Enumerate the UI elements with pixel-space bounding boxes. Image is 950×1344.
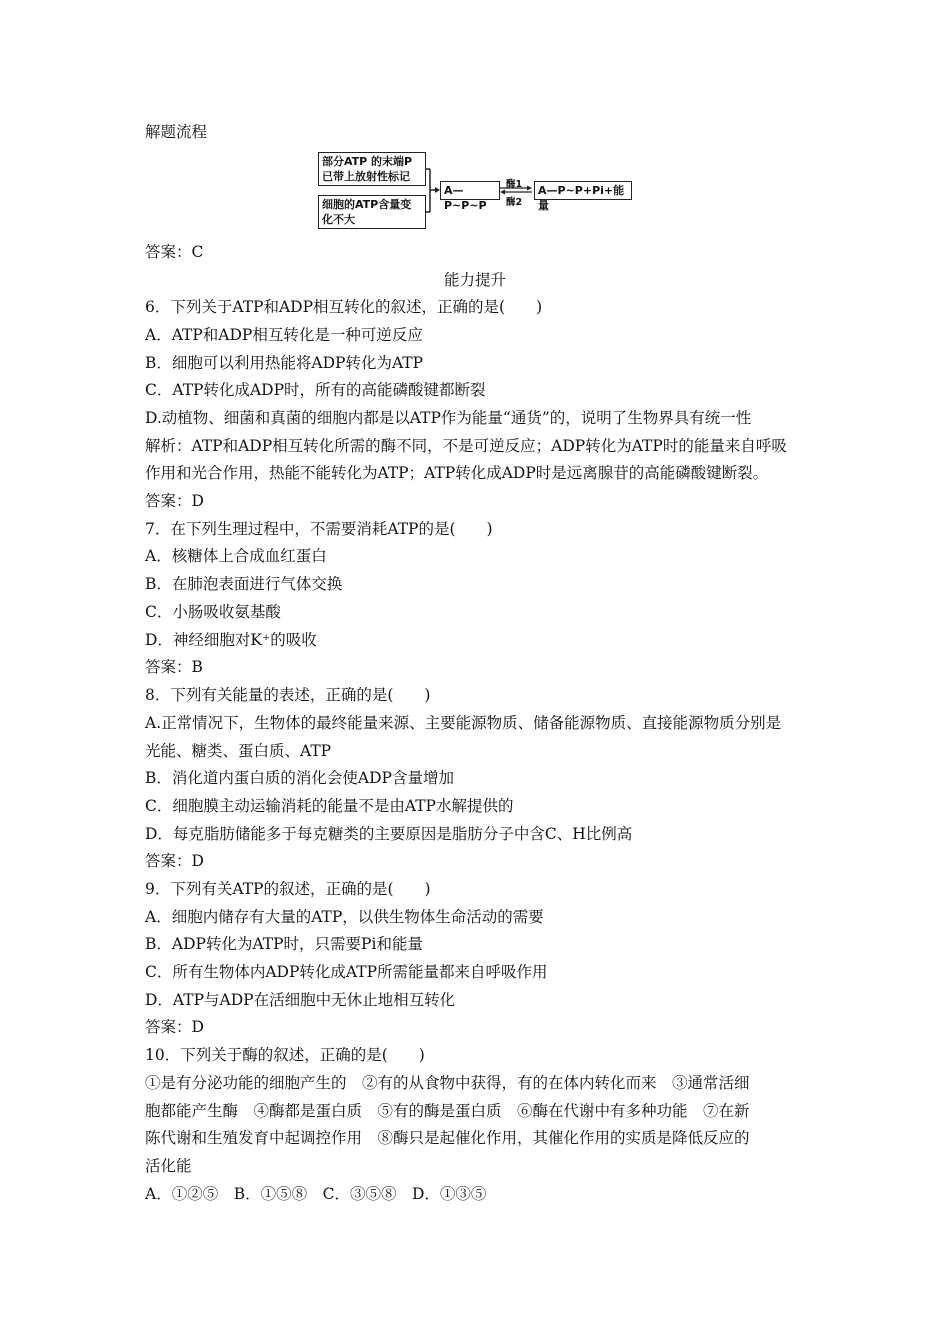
subsection-title: 能力提升 xyxy=(443,271,506,289)
diagram-enzyme-2-label: 酶2 xyxy=(506,197,523,208)
question-9-option-d: D．ATP与ADP在活细胞中无休止地相互转化 xyxy=(145,991,456,1009)
diagram-box-atp-content: 细胞的ATP含量变 化不大 xyxy=(318,195,426,229)
question-10-statements-2: 胞都能产生酶 ④酶都是蛋白质 ⑤有的酶是蛋白质 ⑥酶在代谢中有多种功能 ⑦在新 xyxy=(145,1102,750,1120)
answer-5: 答案：C xyxy=(145,243,204,261)
question-7-option-d: D．神经细胞对K⁺的吸收 xyxy=(145,631,317,649)
question-6-option-b: B．细胞可以利用热能将ADP转化为ATP xyxy=(145,354,424,372)
question-9-stem: 9．下列有关ATP的叙述，正确的是( ) xyxy=(145,880,431,898)
answer-9: 答案：D xyxy=(145,1018,204,1036)
answer-7: 答案：B xyxy=(145,658,203,676)
question-9-option-a: A．细胞内储存有大量的ATP，以供生物体生命活动的需要 xyxy=(145,908,544,926)
question-8-option-d: D．每克脂肪储能多于每克糖类的主要原因是脂肪分子中含C、H比例高 xyxy=(145,825,633,843)
question-9-option-b: B．ADP转化为ATP时，只需要Pi和能量 xyxy=(145,935,423,953)
question-6-option-c: C．ATP转化成ADP时，所有的高能磷酸键都断裂 xyxy=(145,381,486,399)
diagram-box-atp: A—P~P~P xyxy=(440,181,500,200)
answer-8: 答案：D xyxy=(145,852,204,870)
answer-6: 答案：D xyxy=(145,492,204,510)
question-6-analysis-2: 作用和光合作用，热能不能转化为ATP；ATP转化成ADP时是远离腺苷的高能磷酸键断裂。 xyxy=(145,464,769,482)
question-7-option-c: C．小肠吸收氨基酸 xyxy=(145,603,281,621)
question-9-option-c: C．所有生物体内ADP转化成ATP所需能量都来自呼吸作用 xyxy=(145,963,548,981)
question-6-stem: 6．下列关于ATP和ADP相互转化的叙述，正确的是( ) xyxy=(145,298,543,316)
question-8-option-a-2: 光能、糖类、蛋白质、ATP xyxy=(145,742,332,760)
question-10-statements-1: ①是有分泌功能的细胞产生的 ②有的从食物中获得，有的在体内转化而来 ③通常活细 xyxy=(145,1074,750,1092)
question-10-stem: 10．下列关于酶的叙述，正确的是( ) xyxy=(145,1046,425,1064)
question-8-option-c: C．细胞膜主动运输消耗的能量不是由ATP水解提供的 xyxy=(145,797,514,815)
question-6-analysis-1: 解析：ATP和ADP相互转化所需的酶不同，不是可逆反应；ADP转化为ATP时的能量来自呼吸 xyxy=(145,437,787,455)
question-7-option-a: A．核糖体上合成血红蛋白 xyxy=(145,547,327,565)
question-7-option-b: B．在肺泡表面进行气体交换 xyxy=(145,575,343,593)
question-6-option-d: D.动植物、细菌和真菌的细胞内都是以ATP作为能量“通货”的，说明了生物界具有统一性 xyxy=(145,409,752,427)
question-8-option-b: B．消化道内蛋白质的消化会使ADP含量增加 xyxy=(145,769,454,787)
question-10-statements-4: 活化能 xyxy=(145,1157,192,1175)
section-title: 解题流程 xyxy=(145,123,208,141)
diagram-box-labelled-atp: 部分ATP 的末端P 已带上放射性标记 xyxy=(318,152,426,186)
question-8-stem: 8．下列有关能量的表述，正确的是( ) xyxy=(145,686,431,704)
diagram-box-products: A—P~P+Pi+能量 xyxy=(534,181,632,200)
question-6-option-a: A．ATP和ADP相互转化是一种可逆反应 xyxy=(145,326,423,344)
question-10-statements-3: 陈代谢和生殖发育中起调控作用 ⑧酶只是起催化作用，其催化作用的实质是降低反应的 xyxy=(145,1129,750,1147)
question-10-options: A．①②⑤ B．①⑤⑧ C．③⑤⑧ D．①③⑤ xyxy=(145,1185,487,1203)
flow-diagram xyxy=(318,150,638,232)
diagram-enzyme-1-label: 酶1 xyxy=(506,179,523,190)
question-8-option-a-1: A.正常情况下，生物体的最终能量来源、主要能源物质、储备能源物质、直接能源物质分别是 xyxy=(145,714,782,732)
question-7-stem: 7．在下列生理过程中，不需要消耗ATP的是( ) xyxy=(145,520,493,538)
